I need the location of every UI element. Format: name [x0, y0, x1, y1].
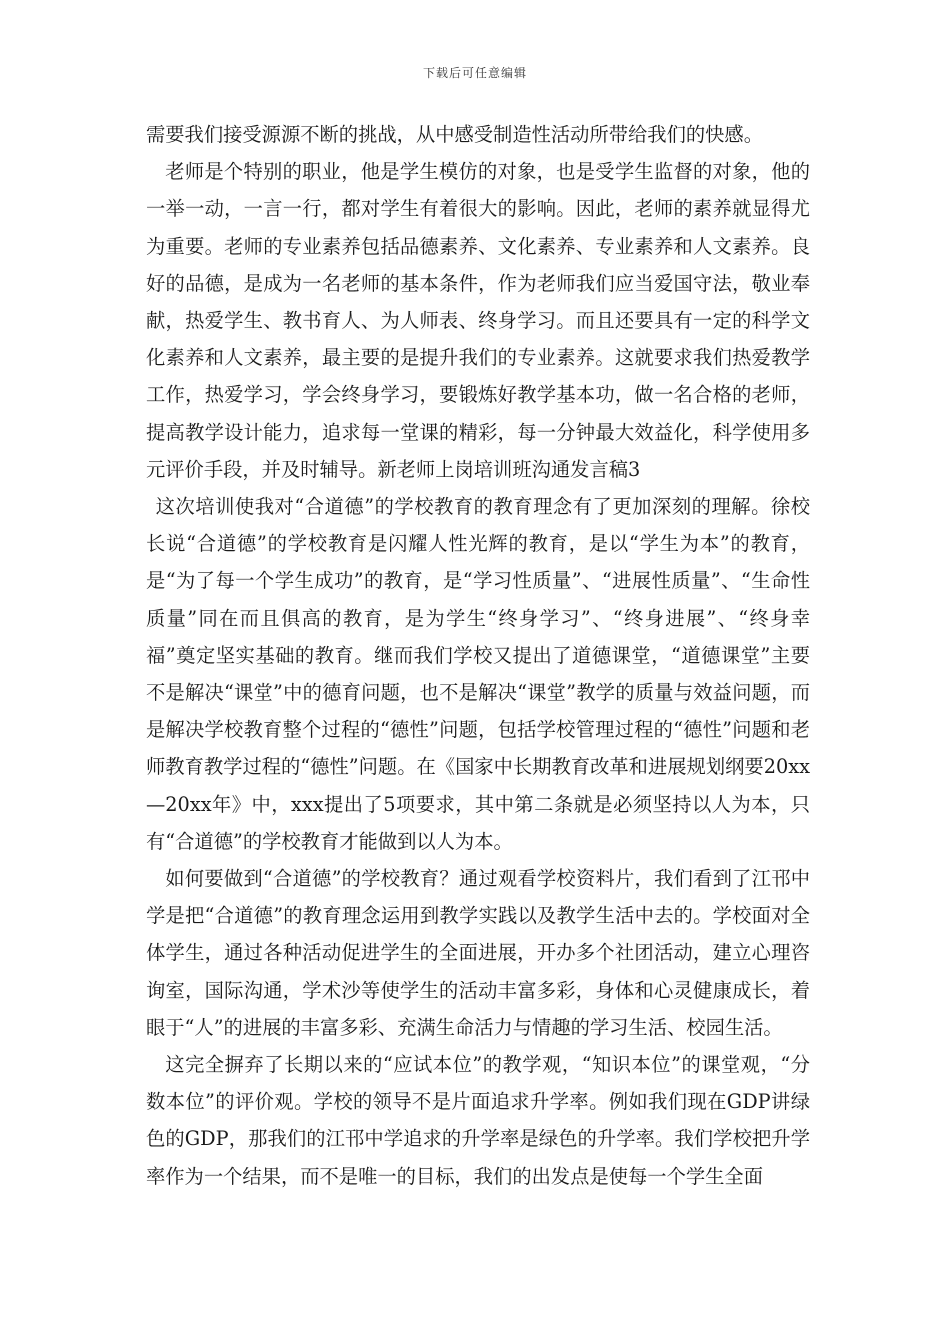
page-header: 下载后可任意编辑	[422, 66, 527, 80]
paragraph-1: 需要我们接受源源不断的挑战，从中感受制造性活动所带给我们的快感。	[146, 123, 763, 146]
paragraph-3: 这次培训使我对“合道德”的学校教育的教育理念有了更加深刻的理解。徐校长说“合道德”的学校教育是闪耀人性光辉的教育，是以“学生为本”的教育，是“为了每一个学生成功”的教育，是“学习性质量”、“进展性质量”、“生命性质量”同在而且俱高的教育，是为学生“终身学习”、“终身进展”、“终身幸福”奠定坚实基础的教育。继而我们学校又提出了道德课堂，“道德课堂”主要不是解决“课堂”中的德育问题，也不是解决“课堂”教学的质量与效益问题，而是解决学校教育整个过程的“德性”问题，包括学校管理过程的“德性”问题和老师教育教学过程的“德性”问题。在《国家中长期教育改革和进展规划纲要20xx—20xx年》中，xxx提出了5项要求，其中第二条就是必须坚持以人为本，只有“合道德”的学校教育才能做到以人为本。	[146, 495, 810, 853]
paragraph-5: 这完全摒弃了长期以来的“应试本位”的教学观，“知识本位”的课堂观，“分数本位”的评价观。学校的领导不是片面追求升学率。例如我们现在GDP讲绿色的GDP，那我们的江邗中学追求的升学率是绿色的升学率。我们学校把升学率作为一个结果，而不是唯一的目标，我们的出发点是使每一个学生全面	[146, 1053, 810, 1188]
paragraph-4: 如何要做到“合道德”的学校教育？通过观看学校资料片，我们看到了江邗中学是把“合道德”的教育理念运用到教学实践以及教学生活中去的。学校面对全体学生，通过各种活动促进学生的全面进展，开办多个社团活动，建立心理咨询室，国际沟通，学术沙等使学生的活动丰富多彩，身体和心灵健康成长，着眼于“人”的进展的丰富多彩、充满生命活力与情趣的学习生活、校园生活。	[146, 867, 810, 1039]
paragraph-2: 老师是个特别的职业，他是学生模仿的对象，也是受学生监督的对象，他的一举一动，一言一行，都对学生有着很大的影响。因此，老师的素养就显得尤为重要。老师的专业素养包括品德素养、文化素养、专业素养和人文素养。良好的品德，是成为一名老师的基本条件，作为老师我们应当爱国守法，敬业奉献，热爱学生、教书育人、为人师表、终身学习。而且还要具有一定的科学文化素养和人文素养，最主要的是提升我们的专业素养。这就要求我们热爱教学工作，热爱学习，学会终身学习，要锻炼好教学基本功，做一名合格的老师，提高教学设计能力，追求每一堂课的精彩，每一分钟最大效益化，科学使用多元评价手段，并及时辅导。新老师上岗培训班沟通发言稿3	[146, 160, 810, 481]
document-body	[146, 116, 810, 1195]
